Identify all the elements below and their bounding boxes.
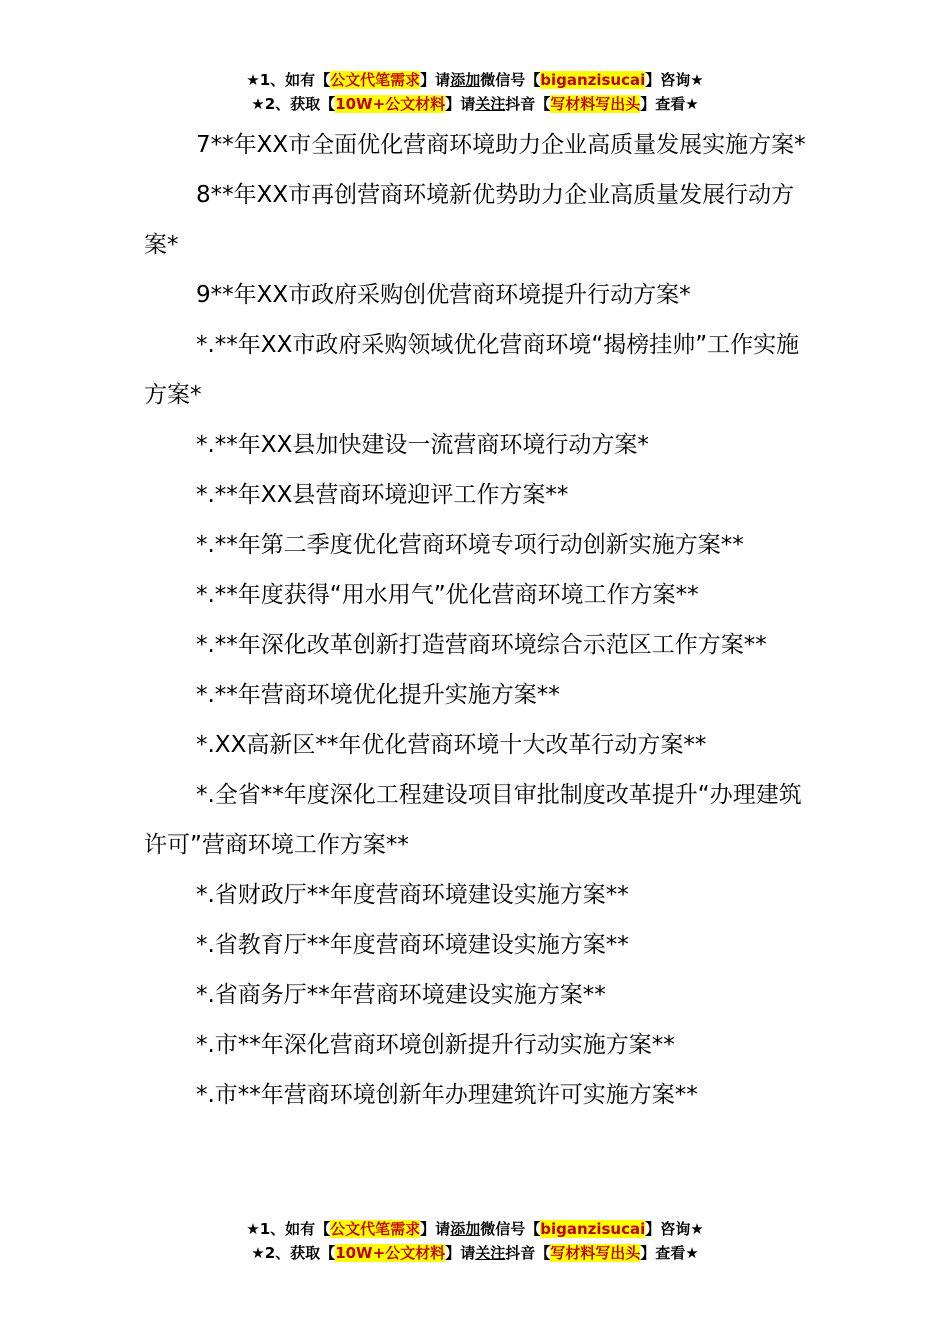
promo-highlight: 10W+公文材料 <box>335 95 446 113</box>
promo-text: 】咨询★ <box>645 71 704 89</box>
list-item-text: *.**年XX市政府采购领域优化营商环境“揭榜挂帅”工作实施方案* <box>144 332 800 408</box>
promo-text: 微信号【 <box>480 71 541 89</box>
list-item <box>144 620 814 670</box>
list-item <box>144 120 814 170</box>
list-item <box>144 270 814 320</box>
promo-text: 】咨询★ <box>645 1220 704 1238</box>
promo-highlight: biganzisucai <box>540 71 646 89</box>
promo-underline: 添加 <box>450 71 481 89</box>
list-item-text: *.**年XX县加快建设一流营商环境行动方案* <box>196 432 649 458</box>
list-item <box>144 870 814 920</box>
document-body <box>144 120 814 1120</box>
list-item <box>144 1020 814 1070</box>
list-item-text: *.**年XX县营商环境迎评工作方案** <box>196 482 569 508</box>
promo-text: ★2、获取【 <box>251 1244 336 1262</box>
promo-text: 抖音【 <box>505 95 551 113</box>
list-item-text: *.市**年深化营商环境创新提升行动实施方案** <box>196 1032 675 1058</box>
promo-line-1 <box>0 68 950 92</box>
list-item-text: *.全省**年度深化工程建设项目审批制度改革提升“办理建筑许可”营商环境工作方案** <box>144 782 802 858</box>
promo-banner-top <box>0 68 950 116</box>
promo-line-2 <box>0 92 950 116</box>
promo-highlight: biganzisucai <box>540 1220 646 1238</box>
list-item-text: *.省财政厅**年度营商环境建设实施方案** <box>196 882 629 908</box>
list-item-text: *.**年深化改革创新打造营商环境综合示范区工作方案** <box>196 632 767 658</box>
promo-highlight: 写材料写出头 <box>550 1244 641 1262</box>
promo-text: 】查看★ <box>640 95 699 113</box>
list-item <box>144 770 814 870</box>
list-item <box>144 170 814 270</box>
list-item-text: *.XX高新区**年优化营商环境十大改革行动方案** <box>196 732 707 758</box>
list-item-text: *.省教育厅**年度营商环境建设实施方案** <box>196 932 629 958</box>
list-item <box>144 1070 814 1120</box>
list-item <box>144 320 814 420</box>
promo-text: 】请 <box>420 71 451 89</box>
promo-underline: 关注 <box>475 95 506 113</box>
list-item-text: *.省商务厅**年营商环境建设实施方案** <box>196 982 606 1008</box>
list-item-text: *.市**年营商环境创新年办理建筑许可实施方案** <box>196 1082 698 1108</box>
promo-text: 】查看★ <box>640 1244 699 1262</box>
list-item <box>144 970 814 1020</box>
list-item <box>144 470 814 520</box>
promo-underline: 添加 <box>450 1220 481 1238</box>
list-item <box>144 570 814 620</box>
promo-line-1 <box>0 1217 950 1241</box>
list-item <box>144 670 814 720</box>
promo-highlight: 写材料写出头 <box>550 95 641 113</box>
list-item-text: 8**年XX市再创营商环境新优势助力企业高质量发展行动方案* <box>144 182 795 258</box>
promo-highlight: 公文代笔需求 <box>330 1220 421 1238</box>
list-item-text: 7**年XX市全面优化营商环境助力企业高质量发展实施方案* <box>196 132 806 158</box>
list-item-text: *.**年营商环境优化提升实施方案** <box>196 682 560 708</box>
list-item <box>144 520 814 570</box>
promo-line-2 <box>0 1241 950 1265</box>
promo-text: 】请 <box>420 1220 451 1238</box>
list-item <box>144 420 814 470</box>
promo-underline: 关注 <box>475 1244 506 1262</box>
promo-banner-bottom <box>0 1217 950 1265</box>
promo-text: 】请 <box>445 1244 476 1262</box>
promo-highlight: 10W+公文材料 <box>335 1244 446 1262</box>
promo-text: ★2、获取【 <box>251 95 336 113</box>
promo-text: 】请 <box>445 95 476 113</box>
promo-text: ★1、如有【 <box>246 1220 331 1238</box>
promo-highlight: 公文代笔需求 <box>330 71 421 89</box>
list-item <box>144 920 814 970</box>
promo-text: 微信号【 <box>480 1220 541 1238</box>
promo-text: 抖音【 <box>505 1244 551 1262</box>
list-item <box>144 720 814 770</box>
promo-text: ★1、如有【 <box>246 71 331 89</box>
list-item-text: *.**年度获得“用水用气”优化营商环境工作方案** <box>196 582 699 608</box>
list-item-text: 9**年XX市政府采购创优营商环境提升行动方案* <box>196 282 691 308</box>
list-item-text: *.**年第二季度优化营商环境专项行动创新实施方案** <box>196 532 744 558</box>
